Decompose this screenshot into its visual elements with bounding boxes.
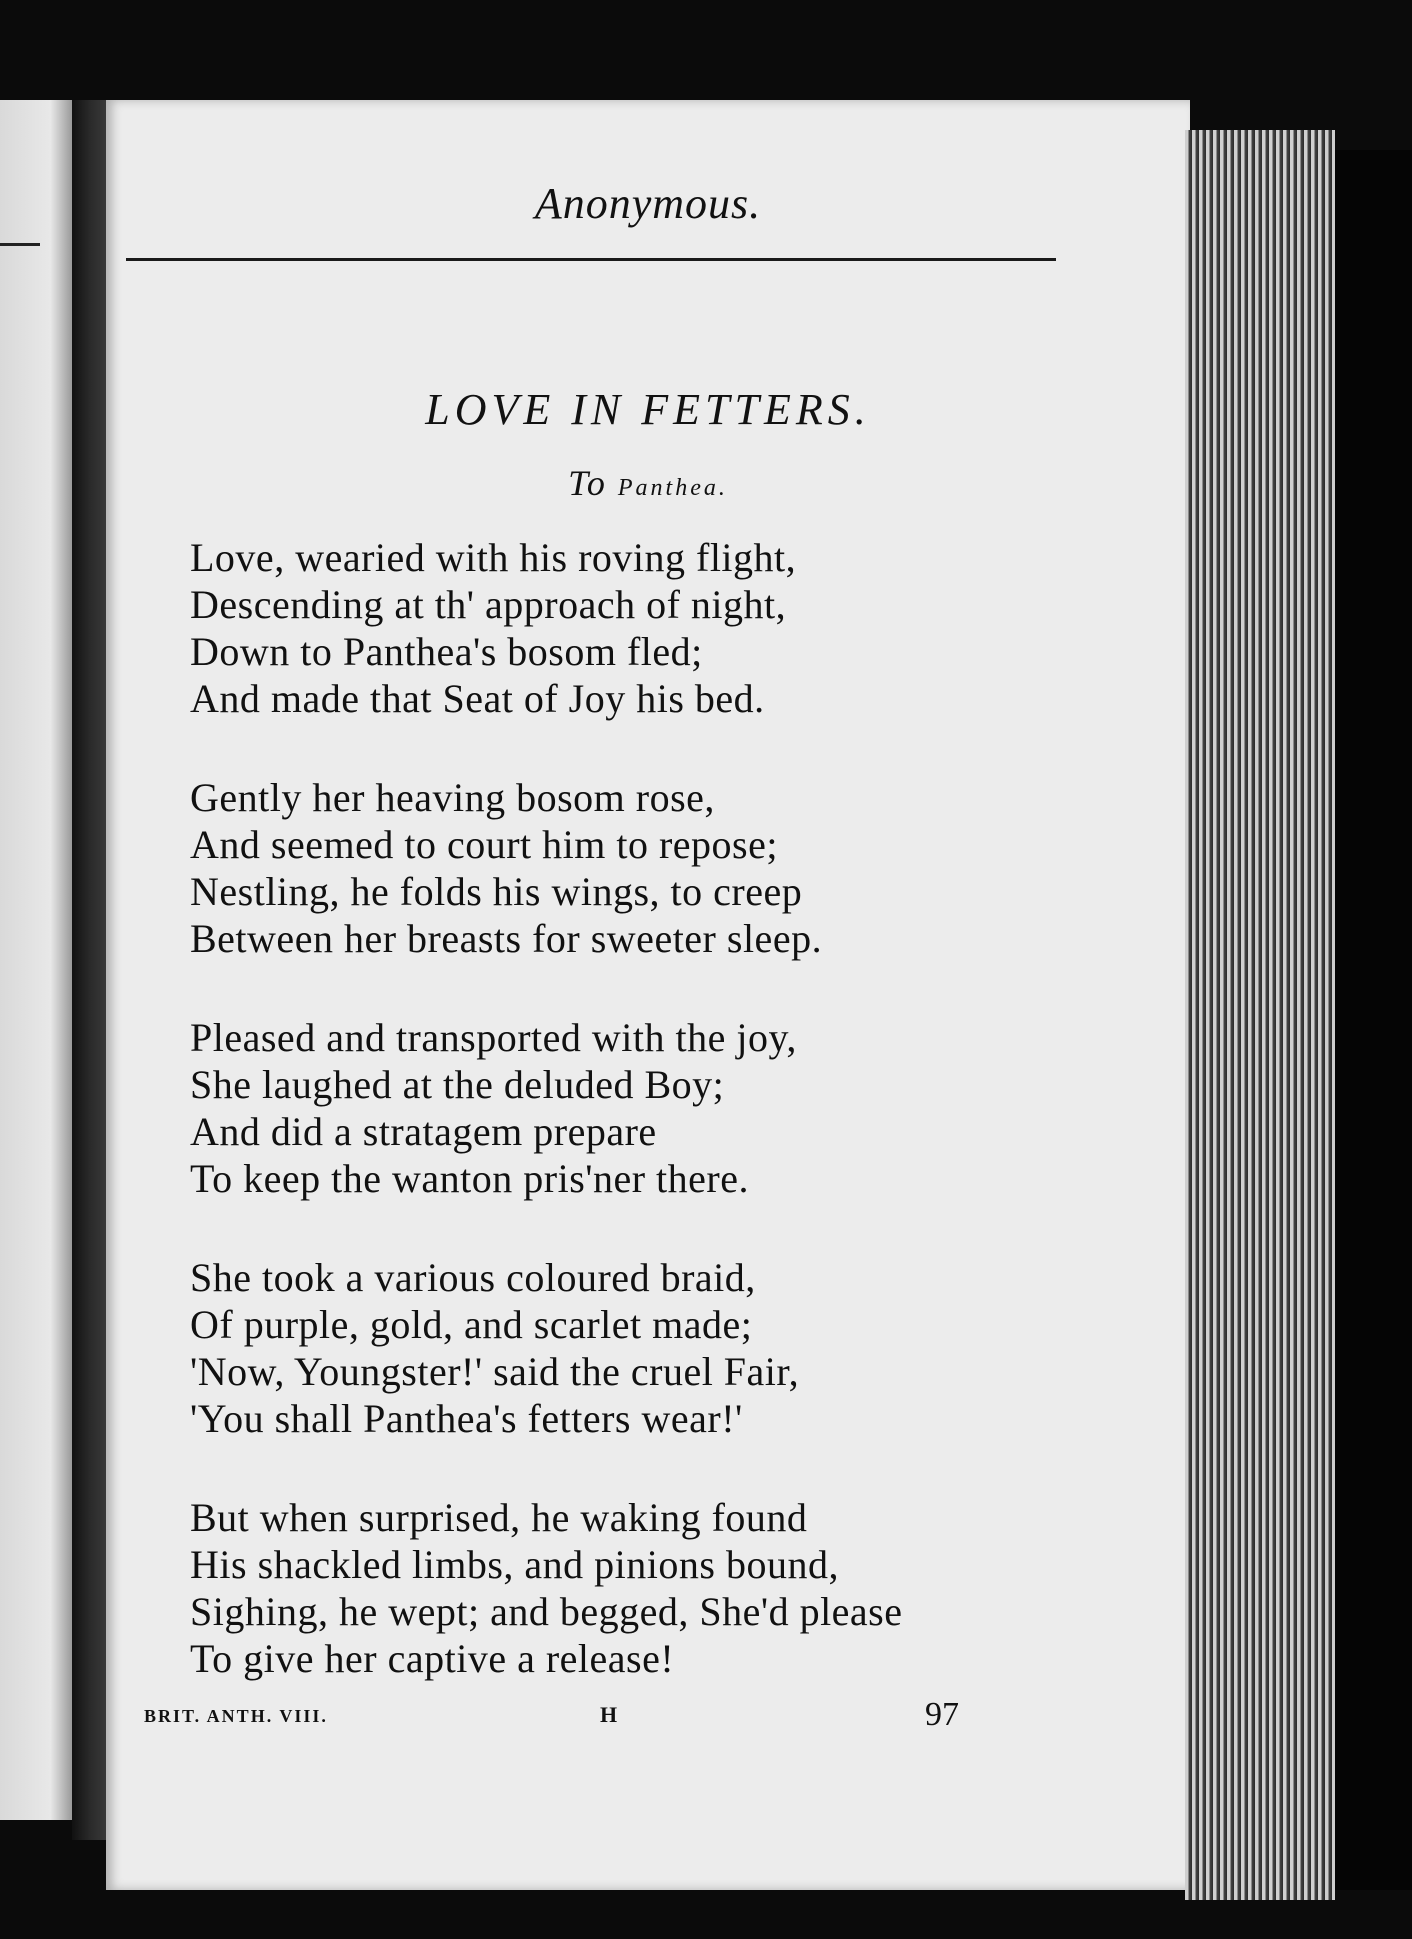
signature-mark: H [600, 1702, 618, 1727]
poem-line: Nestling, he folds his wings, to creep [190, 869, 803, 914]
poem-line: Love, wearied with his roving flight, [190, 535, 797, 580]
facing-page-rule [0, 243, 40, 246]
poem-line: Down to Panthea's bosom fled; [190, 629, 703, 674]
header-rule [126, 258, 1056, 261]
stanza [190, 1494, 1050, 1682]
poem-line: His shackled limbs, and pinions bound, [190, 1542, 839, 1587]
signature-line: BRIT. ANTH. VIII. [144, 1706, 328, 1726]
poem-line: But when surprised, he waking found [190, 1495, 808, 1540]
stanza [190, 1254, 1050, 1442]
facing-page-edge [0, 100, 72, 1820]
poem-line: Descending at th' approach of night, [190, 582, 787, 627]
stanza [190, 774, 1050, 962]
poem-body [190, 534, 1050, 1734]
poem-dedication [106, 462, 1190, 504]
page-edges [1185, 130, 1335, 1900]
poem-line: And seemed to court him to repose; [190, 822, 778, 867]
poem-line: She took a various coloured braid, [190, 1255, 756, 1300]
book-gutter [72, 100, 108, 1840]
poem-line: Between her breasts for sweeter sleep. [190, 916, 823, 961]
poem-line: Pleased and transported with the joy, [190, 1015, 797, 1060]
poem-line: 'Now, Youngster!' said the cruel Fair, [190, 1349, 800, 1394]
poem-line: To keep the wanton pris'ner there. [190, 1156, 749, 1201]
dedication-name: Panthea. [617, 475, 728, 501]
poem-line: To give her captive a release! [190, 1636, 675, 1681]
dedication-prefix: To [568, 463, 618, 503]
running-head: Anonymous. [534, 179, 762, 228]
poem-line: And made that Seat of Joy his bed. [190, 676, 765, 721]
poem-title: LOVE IN FETTERS. [425, 385, 871, 434]
poem-line: Of purple, gold, and scarlet made; [190, 1302, 753, 1347]
poem-line: Gently her heaving bosom rose, [190, 775, 715, 820]
poem-line: And did a stratagem prepare [190, 1109, 657, 1154]
book-cover-edge [1335, 150, 1412, 1890]
stanza [190, 1014, 1050, 1202]
page-footer [140, 1696, 980, 1746]
poem-line: Sighing, he wept; and begged, She'd please [190, 1589, 903, 1634]
stanza [190, 534, 1050, 722]
poem-line: She laughed at the deluded Boy; [190, 1062, 725, 1107]
poem-line: 'You shall Panthea's fetters wear!' [190, 1396, 743, 1441]
page-number: 97 [925, 1696, 959, 1733]
